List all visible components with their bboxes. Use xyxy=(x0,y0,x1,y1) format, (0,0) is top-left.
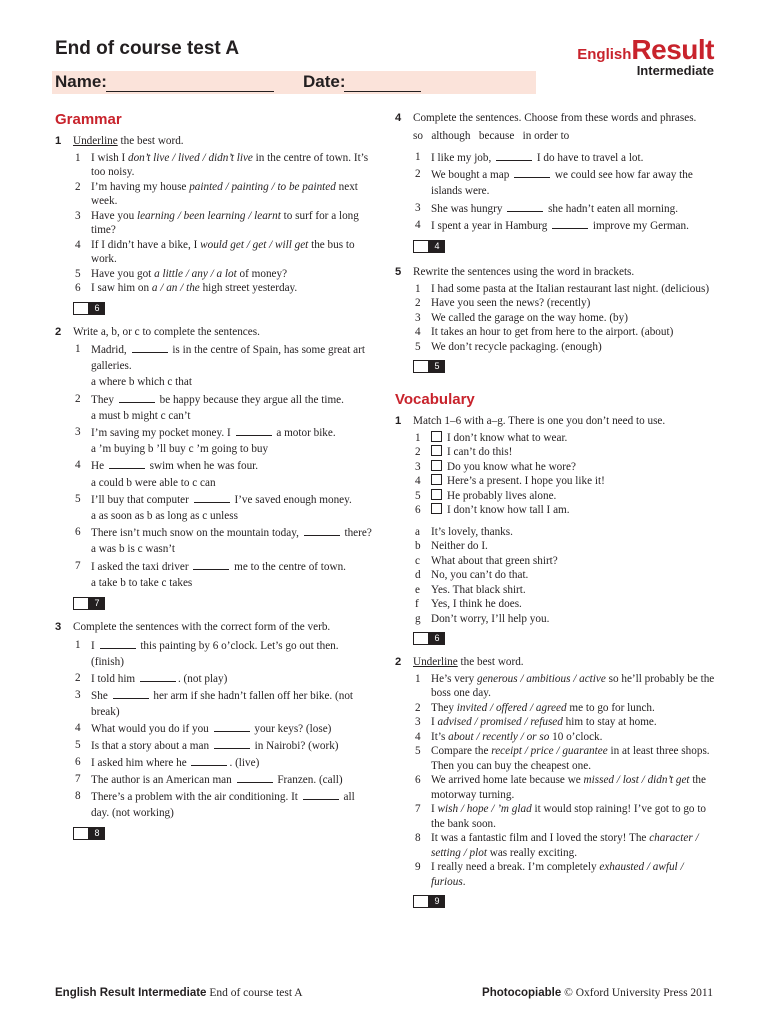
score-total: 8 xyxy=(89,827,105,840)
answer-blank[interactable] xyxy=(496,149,532,161)
list-item: d No, you can’t do that. xyxy=(415,569,529,582)
score-total: 9 xyxy=(429,895,445,908)
score-input[interactable] xyxy=(73,597,89,610)
score-box xyxy=(73,827,373,840)
answer-blank[interactable] xyxy=(507,200,543,212)
grammar-exercise-3 xyxy=(55,620,373,840)
list-item: 6 We arrived home late because we missed / lost / didn’t get the motorway turning. xyxy=(415,774,706,801)
list-item: 5 We don’t recycle packaging. (enough) xyxy=(415,340,602,353)
list-item: 3 She her arm if she hadn’t fallen off her bike. (not break) xyxy=(75,688,354,718)
list-item: 7 I asked the taxi driver me to the centre of town. xyxy=(75,559,346,573)
exercise-number: 3 xyxy=(55,621,62,634)
answer-checkbox[interactable] xyxy=(431,489,442,500)
list-item: 1 I this painting by 6 o’clock. Let’s go out then. (finish) xyxy=(75,638,339,668)
word-choice[interactable]: advised / promised / refused xyxy=(437,716,563,729)
list-item: 4 Here’s a present. I hope you like it! xyxy=(415,475,605,488)
list-item: 3 Have you learning / been learning / learnt to surf for a long time? xyxy=(75,209,359,236)
word-choice[interactable]: painted / painting / to be painted xyxy=(189,180,336,193)
answer-options: a where b which c that xyxy=(91,376,192,389)
score-total: 6 xyxy=(89,302,105,315)
list-item: 1 I wish I don’t live / lived / didn’t live in the centre of town. It’s too noisy. xyxy=(75,151,369,178)
score-box xyxy=(413,632,717,645)
list-item: 1 I don’t know what to wear. xyxy=(415,431,568,444)
list-item: 7 The author is an American man Franzen. (call) xyxy=(75,772,343,786)
list-item: 2 I told him . (not play) xyxy=(75,671,228,685)
answer-blank[interactable] xyxy=(214,720,250,732)
list-item: 8 There’s a problem with the air conditioning. It all day. (not working) xyxy=(75,789,355,819)
list-item: 7 I wish / hope / ’m glad it would stop raining! I’ve got to go to the bank soon. xyxy=(415,803,707,830)
item-list xyxy=(413,672,717,890)
score-total: 5 xyxy=(429,360,445,373)
footer-right: Photocopiable © Oxford University Press 2011 xyxy=(482,987,713,999)
list-item: 2 They be happy because they argue all the time. xyxy=(75,392,344,406)
word-choice[interactable]: wish / hope / ’m glad xyxy=(437,803,532,816)
list-item: 2 We bought a map we could see how far away the islands were. xyxy=(415,168,693,198)
list-item: 3 We called the garage on the way home. (by) xyxy=(415,311,628,324)
list-item: 6 I asked him where he . (live) xyxy=(75,755,260,769)
answer-blank[interactable] xyxy=(119,391,155,403)
answer-options: a must b might c can’t xyxy=(91,409,191,422)
list-item: 4 What would you do if you your keys? (lose) xyxy=(75,721,332,735)
score-box xyxy=(413,895,717,908)
list-item: 9 I really need a break. I’m completely exhausted / awful / furious. xyxy=(415,861,684,888)
list-item: 3 I advised / promised / refused him to stay at home. xyxy=(415,716,657,729)
word-choice[interactable]: learning / been learning / learnt xyxy=(136,209,281,222)
answer-blank[interactable] xyxy=(132,341,168,353)
word-choice[interactable]: a little / any / a lot xyxy=(154,267,237,280)
score-input[interactable] xyxy=(413,360,429,373)
list-item: 6 There isn’t much snow on the mountain today, there? xyxy=(75,526,372,540)
list-item: 6 I don’t know how tall I am. xyxy=(415,504,570,517)
list-item: 1 He’s very generous / ambitious / active so he’ll probably be the boss one day. xyxy=(415,672,715,700)
list-item: 4 It’s about / recently / or so 10 o’clock. xyxy=(415,730,603,743)
logo-word-result: Result xyxy=(631,34,714,65)
answer-blank[interactable] xyxy=(552,217,588,229)
section-heading-grammar: Grammar xyxy=(55,111,122,128)
answer-checkbox[interactable] xyxy=(431,460,442,471)
word-choice[interactable]: exhausted / awful / furious xyxy=(431,861,684,888)
list-item: 6 I saw him on a / an / the high street yesterday. xyxy=(75,282,298,294)
grammar-exercise-2 xyxy=(55,325,373,611)
answer-options: a take b to take c takes xyxy=(91,576,193,589)
exercise-number: 2 xyxy=(395,656,402,669)
answer-checkbox[interactable] xyxy=(431,445,442,456)
date-field[interactable] xyxy=(344,91,421,92)
list-item: 4 I spent a year in Hamburg improve my German. xyxy=(415,218,689,232)
answer-checkbox[interactable] xyxy=(431,474,442,485)
answer-blank[interactable] xyxy=(236,424,272,436)
vocabulary-exercise-1 xyxy=(395,414,717,645)
list-item: 3 She was hungry she hadn’t eaten all morning. xyxy=(415,201,679,215)
score-total: 7 xyxy=(89,597,105,610)
list-item: c What about that green shirt? xyxy=(415,554,558,567)
list-item: 2 I’m having my house painted / painting / to be painted next week. xyxy=(75,180,358,207)
answer-checkbox[interactable] xyxy=(431,503,442,514)
answer-options: a ’m buying b ’ll buy c ’m going to buy xyxy=(91,443,269,456)
word-choice[interactable]: a / an / the xyxy=(151,282,200,294)
list-item: 1 I had some pasta at the Italian restaurant last night. (delicious) xyxy=(415,282,710,295)
word-choice[interactable]: receipt / price / guarantee xyxy=(491,745,608,758)
exercise-number: 4 xyxy=(395,112,402,124)
grammar-exercise-5 xyxy=(395,265,717,373)
exercise-instruction: Underline the best word. xyxy=(73,135,184,147)
word-box: so although because in order to xyxy=(413,129,570,142)
word-choice[interactable]: about / recently / or so xyxy=(448,730,550,743)
exercise-instruction: Complete the sentences. Choose from these words and phrases. xyxy=(413,112,697,124)
score-box xyxy=(413,240,717,253)
list-item: g Don’t worry, I’ll help you. xyxy=(415,612,550,625)
exercise-number: 5 xyxy=(395,266,402,279)
answer-checkbox[interactable] xyxy=(431,431,442,442)
answer-blank[interactable] xyxy=(237,771,273,783)
score-input[interactable] xyxy=(73,302,89,315)
score-total: 4 xyxy=(429,240,445,253)
answer-blank[interactable] xyxy=(109,457,145,469)
score-input[interactable] xyxy=(413,240,429,253)
score-input[interactable] xyxy=(413,632,429,645)
name-label: Name: xyxy=(55,72,107,91)
grammar-exercise-1 xyxy=(55,134,373,315)
score-box xyxy=(413,360,717,373)
date-label: Date: xyxy=(303,72,346,91)
exercise-instruction: Rewrite the sentences using the word in brackets. xyxy=(413,266,635,279)
answer-options: a as soon as b as long as c unless xyxy=(91,510,238,523)
word-choice[interactable]: would get / get / will get xyxy=(200,238,309,251)
exercise-instruction: Write a, b, or c to complete the sentences. xyxy=(73,325,260,338)
logo xyxy=(577,34,714,78)
list-item: 4 It takes an hour to get from here to the airport. (about) xyxy=(415,326,674,339)
list-item: a It’s lovely, thanks. xyxy=(415,525,513,538)
list-item: f Yes, I think he does. xyxy=(415,598,522,611)
level-label: Intermediate xyxy=(636,63,714,78)
answer-blank[interactable] xyxy=(140,670,176,682)
list-item: 2 They invited / offered / agreed me to go for lunch. xyxy=(415,701,655,714)
exercise-number: 1 xyxy=(55,135,62,147)
list-item: 2 I can’t do this! xyxy=(415,446,513,459)
page-title: End of course test A xyxy=(55,38,240,59)
left-column xyxy=(55,111,373,840)
exercise-number: 2 xyxy=(55,325,62,338)
list-item: 5 Is that a story about a man in Nairobi? (work) xyxy=(75,738,339,752)
word-choice[interactable]: character / setting / plot xyxy=(431,832,699,859)
answer-blank[interactable] xyxy=(194,491,230,503)
name-field[interactable] xyxy=(106,91,274,92)
score-box xyxy=(73,597,373,610)
logo-word-english: English xyxy=(577,46,632,63)
exercise-instruction: Match 1–6 with a–g. There is one you don’t need to use. xyxy=(413,415,666,428)
answer-blank[interactable] xyxy=(100,637,136,649)
answer-blank[interactable] xyxy=(191,754,227,766)
section-heading-vocabulary: Vocabulary xyxy=(395,391,475,409)
exercise-instruction: Complete the sentences with the correct form of the verb. xyxy=(73,621,331,634)
exercise-number: 1 xyxy=(395,415,402,428)
answer-blank[interactable] xyxy=(304,524,340,536)
answer-blank[interactable] xyxy=(113,687,149,699)
right-column xyxy=(395,111,717,908)
list-item: 4 He swim when he was four. xyxy=(75,459,259,473)
score-input[interactable] xyxy=(413,895,429,908)
item-list xyxy=(413,282,717,355)
list-item: 5 Have you got a little / any / a lot of money? xyxy=(75,267,288,280)
word-choice[interactable]: invited / offered / agreed xyxy=(456,701,567,714)
answer-blank[interactable] xyxy=(514,166,550,178)
list-item: 2 Have you seen the news? (recently) xyxy=(415,297,591,310)
word-choice[interactable]: generous / ambitious / active xyxy=(476,672,606,685)
list-item: b Neither do I. xyxy=(415,540,488,553)
list-item: e Yes. That black shirt. xyxy=(415,583,526,596)
answer-blank[interactable] xyxy=(193,558,229,570)
list-item: 3 Do you know what he wore? xyxy=(415,460,576,473)
score-box xyxy=(73,302,373,315)
list-item: 8 It was a fantastic film and I loved the story! The character / setting / plot was really exciting. xyxy=(415,832,699,859)
answer-list xyxy=(413,525,717,627)
answer-options: a was b is c wasn’t xyxy=(91,543,175,556)
list-item: 3 I’m saving my pocket money. I a motor bike. xyxy=(75,426,336,440)
list-item: 1 Madrid, is in the centre of Spain, has some great art galleries. xyxy=(75,343,365,373)
footer-left: English Result Intermediate End of course test A xyxy=(55,987,303,999)
exercise-instruction: Underline the best word. xyxy=(413,656,524,669)
score-input[interactable] xyxy=(73,827,89,840)
item-list xyxy=(413,149,717,234)
word-choice[interactable]: missed / lost / didn’t get xyxy=(583,774,690,787)
list-item: 1 I like my job, I do have to travel a lot. xyxy=(415,151,644,164)
word-choice[interactable]: don’t live / lived / didn’t live xyxy=(127,151,253,164)
answer-options: a could b were able to c can xyxy=(91,476,216,489)
item-list xyxy=(413,431,717,518)
answer-blank[interactable] xyxy=(303,788,339,800)
list-item: 5 He probably lives alone. xyxy=(415,489,557,502)
item-list xyxy=(73,151,373,296)
item-list xyxy=(73,637,373,821)
item-list xyxy=(73,341,373,591)
answer-blank[interactable] xyxy=(214,737,250,749)
vocabulary-exercise-2 xyxy=(395,655,717,908)
list-item: 4 If I didn’t have a bike, I would get / get / will get the bus to work. xyxy=(75,238,355,265)
score-total: 6 xyxy=(429,632,445,645)
list-item: 5 Compare the receipt / price / guarantee in at least three shops. Then you can buy the cheapest one. xyxy=(415,745,710,772)
list-item: 5 I’ll buy that computer I’ve saved enough money. xyxy=(75,492,352,506)
grammar-exercise-4 xyxy=(395,111,717,253)
